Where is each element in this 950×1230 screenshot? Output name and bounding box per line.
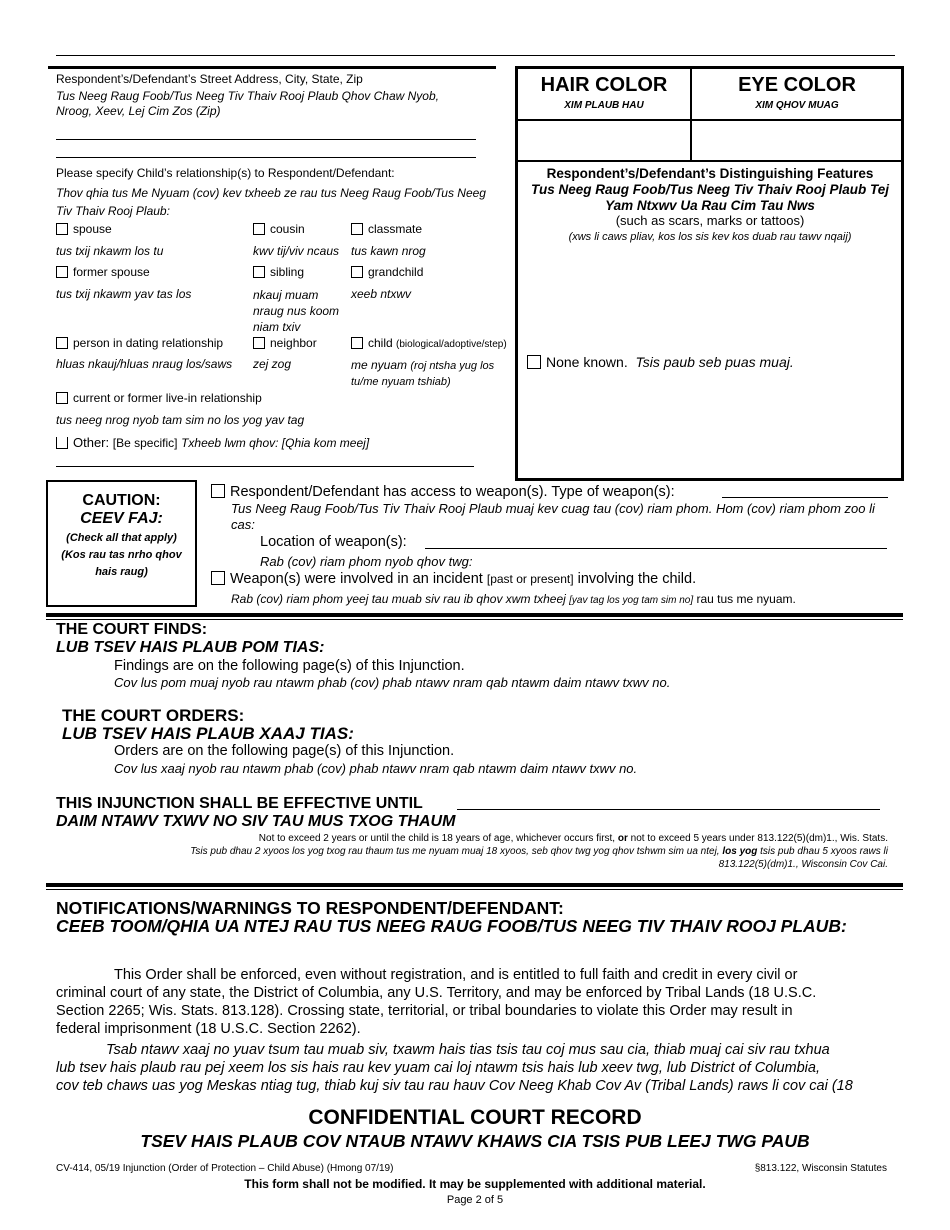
child-hmong: me nyuam (roj ntsha yug los tu/me nyuam tshiab): [351, 358, 495, 388]
option-spouse[interactable]: spouse: [56, 222, 112, 237]
notice-hmong-line-3: cov teb chaws uas yog Meskas ntiag tug, thiab kuj siv tau rau hauv Cov Neeg Khab Cov Av (Tribal Lands) raws li cov cai (18: [56, 1078, 853, 1094]
caution-check-hmong: (Kos rau tas nrho qhov hais raug): [61, 549, 182, 578]
features-title: Respondent’s/Defendant’s Distinguishing Features: [546, 166, 874, 181]
notifications-title-hmong: CEEB TOOM/QHIA UA NTEJ RAU TUS NEEG RAUG FOOB/TUS NEEG TIV THAIV ROOJ PLAUB:: [56, 916, 847, 936]
former-spouse-checkbox[interactable]: [56, 266, 68, 278]
classmate-checkbox[interactable]: [351, 223, 363, 235]
weapon-involved-checkbox[interactable]: [211, 571, 225, 585]
hair-eye-bottom-rule: [515, 160, 904, 162]
grandchild-hmong: xeeb ntxwv: [351, 287, 412, 301]
features-title-hmong: Tus Neeg Raug Foob/Tus Neeg Tiv Thaiv Rooj Plaub Tej Yam Ntxwv Ua Rau Cim Tau Nws: [530, 182, 890, 213]
weapon-location-hmong: Rab (cov) riam phom nyob qhov twg:: [260, 554, 473, 569]
notice-hmong-line-1: Tsab ntawv xaaj no yuav tsum tau muab siv, txawm hais tias tsis tau coj mus sau cia, thiab muaj cai siv rau txhua: [106, 1042, 830, 1058]
none-known-checkbox[interactable]: [527, 355, 541, 369]
notice-line-4: federal imprisonment (18 U.S.C. Section 2262).: [56, 1021, 361, 1037]
orders-text-hmong: Cov lus xaaj nyob rau ntawm phab (cov) phab ntawv nram qab ntawm daim ntawv txwv no.: [114, 761, 638, 776]
hair-color-label: HAIR COLOR: [540, 74, 668, 96]
notice-line-3: Section 2265; Wis. Stats. 813.128). Crossing state, territorial, or tribal boundaries to violate this Order may result in: [56, 1003, 793, 1019]
option-child[interactable]: child (biological/adoptive/step): [351, 336, 507, 351]
notice-hmong-line-2: lub tsev hais plaub rau pej xeem los sis hais rau kev yuam cai loj ntawm tsis hais lub xeev twg, lub District of Columbia,: [56, 1060, 820, 1076]
address-label-hmong: Tus Neeg Raug Foob/Tus Neeg Tiv Thaiv Rooj Plaub Qhov Chaw Nyob, Nroog, Xeev, Lej Cim Zos (Zip): [56, 89, 439, 118]
features-note-hmong: (xws li caws pliav, kos los sis kev kos duab rau tawv nqaij): [568, 231, 852, 243]
modification-notice: This form shall not be modified. It may be supplemented with additional material.: [244, 1177, 706, 1191]
findings-rule-thick: [46, 613, 903, 617]
eye-color-hmong: XIM QHOV MUAG: [755, 100, 839, 111]
weapon-involved-option[interactable]: Weapon(s) were involved in an incident [past or present] involving the child.: [211, 570, 696, 588]
live-in-hmong: tus neeg nrog nyob tam sim no los yog yav tag: [56, 413, 305, 427]
spouse-checkbox[interactable]: [56, 223, 68, 235]
option-cousin[interactable]: cousin: [253, 222, 305, 237]
classmate-hmong: tus kawn nrog: [351, 244, 426, 258]
confidential-title-hmong: TSEV HAIS PLAUB COV NTAUB NTAWV KHAWS CIA TSIS PUB LEEJ TWG PAUB: [140, 1131, 810, 1151]
effective-limit-hmong-cont: 813.122(5)(dm)1., Wisconsin Cov Cai.: [718, 859, 888, 870]
hair-color-value[interactable]: [520, 126, 686, 156]
option-grandchild[interactable]: grandchild: [351, 265, 423, 280]
option-dating[interactable]: person in dating relationship: [56, 336, 223, 351]
notice-line-1: This Order shall be enforced, even without registration, and is entitled to full faith and credit in every civil or: [114, 967, 798, 983]
child-qualifier: (biological/adoptive/step): [396, 339, 507, 350]
live-in-checkbox[interactable]: [56, 392, 68, 404]
other-hmong: Txheeb lwm qhov: [Qhia kom meej]: [181, 436, 370, 450]
eye-color-label: EYE COLOR: [738, 74, 856, 96]
weapon-location-label: Location of weapon(s):: [260, 534, 407, 550]
top-rule: [56, 55, 895, 56]
page-number: Page 2 of 5: [446, 1194, 504, 1206]
option-neighbor[interactable]: neighbor: [253, 336, 317, 351]
option-live-in[interactable]: current or former live-in relationship: [56, 391, 262, 406]
neighbor-checkbox[interactable]: [253, 337, 265, 349]
caution-check: (Check all that apply): [66, 532, 177, 544]
left-block-top-rule: [48, 66, 496, 69]
grandchild-checkbox[interactable]: [351, 266, 363, 278]
findings-title: THE COURT FINDS:: [56, 621, 208, 638]
caution-title: CAUTION:: [82, 492, 161, 509]
orders-title-hmong: LUB TSEV HAIS PLAUB XAAJ TIAS:: [62, 724, 354, 743]
weapon-type-line[interactable]: [722, 497, 888, 498]
findings-rule-thin: [46, 619, 903, 620]
notifications-title: NOTIFICATIONS/WARNINGS TO RESPONDENT/DEFENDANT:: [56, 898, 564, 918]
relationship-prompt: Please specify Child’s relationship(s) to Respondent/Defendant:: [56, 166, 395, 180]
address-line-1[interactable]: [56, 139, 476, 140]
relationship-prompt-hmong: Thov qhia tus Me Nyuam (cov) kev txheeb ze rau tus Neeg Raug Foob/Tus Neeg Tiv Thaiv Rooj Plaub:: [56, 186, 486, 218]
other-specify: [Be specific]: [112, 436, 178, 450]
weapons-access-option[interactable]: Respondent/Defendant has access to weapon(s). Type of weapon(s):: [211, 483, 675, 501]
option-former-spouse[interactable]: former spouse: [56, 265, 150, 280]
neighbor-hmong: zej zog: [253, 357, 292, 371]
spouse-hmong: tus txij nkawm los tu: [56, 244, 164, 258]
child-checkbox[interactable]: [351, 337, 363, 349]
sibling-hmong: nkauj muam nraug nus koom niam txiv: [253, 288, 340, 334]
weapons-access-checkbox[interactable]: [211, 484, 225, 498]
former-spouse-hmong: tus txij nkawm yav tas los: [56, 287, 192, 301]
effective-title: THIS INJUNCTION SHALL BE EFFECTIVE UNTIL: [56, 795, 423, 812]
form-id: CV-414, 05/19 Injunction (Order of Protection – Child Abuse) (Hmong 07/19): [56, 1163, 394, 1174]
confidential-title: CONFIDENTIAL COURT RECORD: [308, 1106, 642, 1129]
findings-title-hmong: LUB TSEV HAIS PLAUB POM TIAS:: [56, 639, 325, 656]
eye-color-value[interactable]: [696, 126, 900, 156]
cousin-checkbox[interactable]: [253, 223, 265, 235]
findings-text: Findings are on the following page(s) of this Injunction.: [114, 658, 465, 674]
statute-ref: §813.122, Wisconsin Statutes: [754, 1163, 887, 1174]
notice-line-2: criminal court of any state, the District of Columbia, any U.S. Territory, and may be enforced by Tribal Lands (18 U.S.C.: [56, 985, 817, 1001]
effective-title-hmong: DAIM NTAWV TXWV NO SIV TAU MUS TXOG THAUM: [56, 813, 456, 830]
effective-limit: Not to exceed 2 years or until the child is 18 years of age, whichever occurs first, or not to exceed 5 years under 813.122(5)(dm)1., Wis. Stats.: [258, 833, 888, 844]
weapon-location-line[interactable]: [425, 548, 887, 549]
features-note: (such as scars, marks or tattoos): [615, 213, 805, 228]
orders-title: THE COURT ORDERS:: [62, 706, 245, 725]
hair-eye-header-rule: [515, 119, 904, 121]
other-checkbox[interactable]: [56, 437, 68, 449]
effective-limit-hmong: Tsis pub dhau 2 xyoos los yog txog rau thaum tus me nyuam muaj 18 xyoos, seb qhov twg yog qhov tshwm sim ua ntej, los yog tsis pub dhau 5 xyoos raws li: [190, 846, 888, 857]
notifications-rule-thick: [46, 883, 903, 887]
caution-title-hmong: CEEV FAJ:: [80, 510, 163, 527]
option-classmate[interactable]: classmate: [351, 222, 422, 237]
findings-text-hmong: Cov lus pom muaj nyob rau ntawm phab (cov) phab ntawv nram qab ntawm daim ntawv txwv no.: [114, 675, 671, 690]
none-known-option[interactable]: None known. Tsis paub seb puas muaj.: [527, 353, 794, 371]
sibling-checkbox[interactable]: [253, 266, 265, 278]
option-sibling[interactable]: sibling: [253, 265, 304, 280]
weapon-involved-hmong: Rab (cov) riam phom yeej tau muab siv rau ib qhov xwm txheej [yav tag los yog tam sim no] rau tus me nyuam.: [231, 592, 796, 606]
orders-text: Orders are on the following page(s) of this Injunction.: [114, 743, 455, 759]
address-line-2[interactable]: [56, 157, 476, 158]
effective-date-line[interactable]: [457, 809, 880, 810]
cousin-hmong: kwv tij/viv ncaus: [253, 244, 340, 258]
hair-color-hmong: XIM PLAUB HAU: [564, 100, 644, 111]
weapons-access-hmong: Tus Neeg Raug Foob/Tus Tiv Thaiv Rooj Plaub muaj kev cuag tau (cov) riam phom. Hom (cov) riam phom zoo li cas:: [231, 501, 875, 532]
option-other[interactable]: Other: [Be specific] Txheeb lwm qhov: [Qhia kom meej]: [56, 435, 369, 451]
notifications-rule-thin: [46, 889, 903, 890]
dating-hmong: hluas nkauj/hluas nraug los/saws: [56, 357, 233, 371]
dating-checkbox[interactable]: [56, 337, 68, 349]
other-line[interactable]: [56, 466, 474, 467]
address-label: Respondent’s/Defendant’s Street Address, City, State, Zip: [56, 72, 363, 86]
